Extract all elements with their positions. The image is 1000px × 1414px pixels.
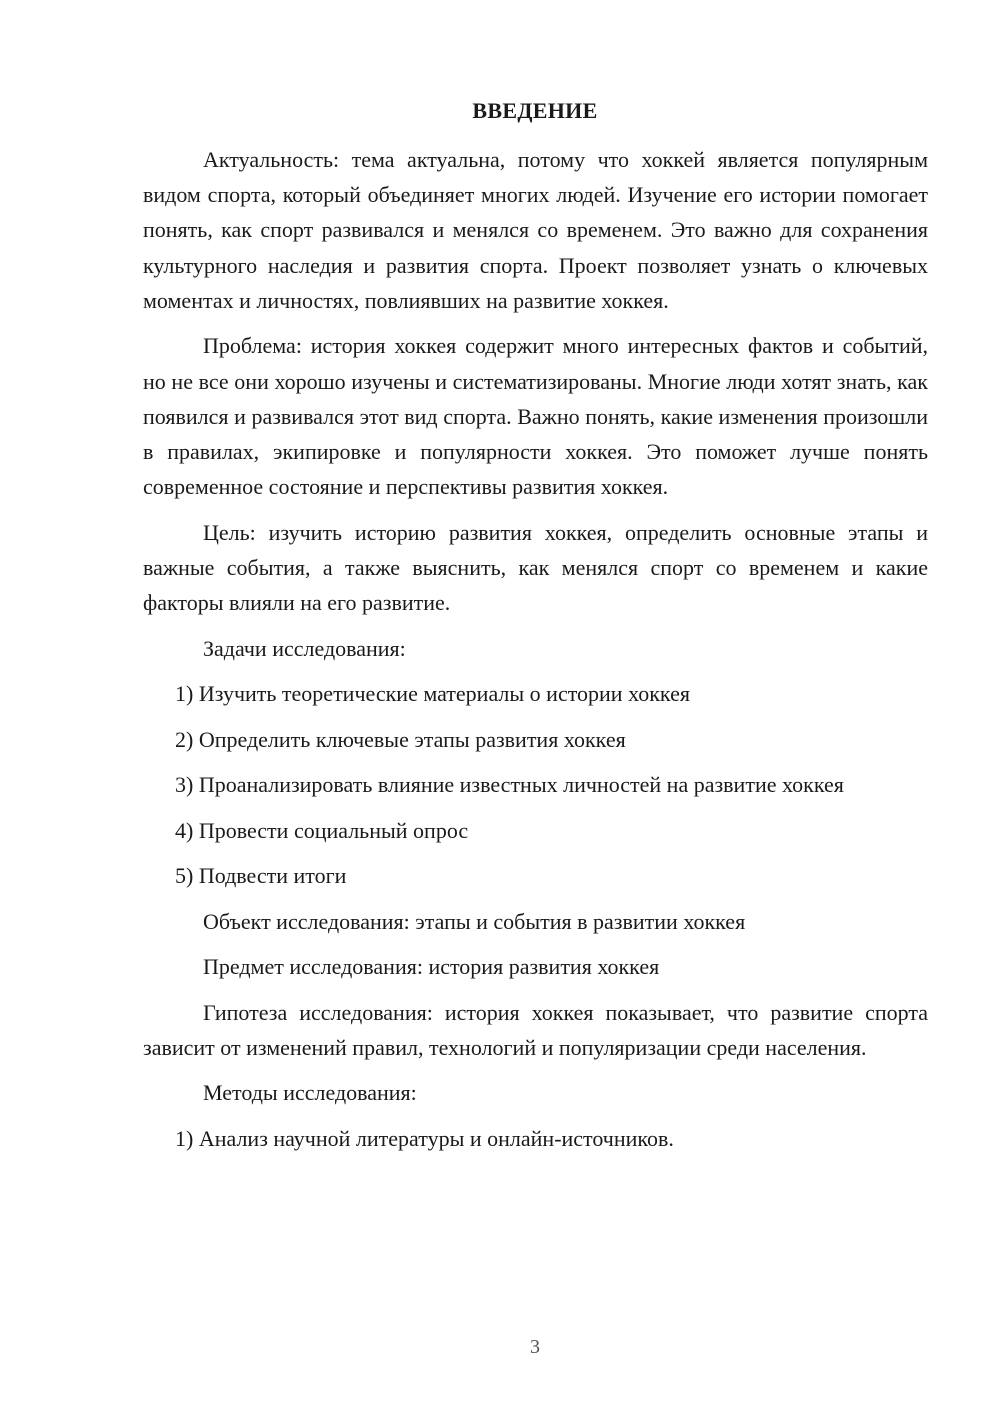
paragraph-relevance: Актуальность: тема актуальна, потому что хоккей является популярным видом спорта, который объединяет многих людей. Изучение его истории помогает понять, как спорт развивался и менялся со временем. Это важно для сохранения культурного наследия и развития спорта. Проект позволяет узнать о ключевых моментах и личностях, повлиявших на развитие хоккея. [143,147,928,313]
page-number: 3 [530,1336,540,1358]
section-title: ВВЕДЕНИЕ [472,98,598,123]
task-item: 4) Провести социальный опрос [175,817,469,843]
tasks-heading: Задачи исследования: [203,635,406,661]
research-object: Объект исследования: этапы и события в развитии хоккея [203,908,746,934]
task-item: 5) Подвести итоги [175,863,347,889]
task-item: 1) Изучить теоретические материалы о истории хоккея [175,681,690,707]
paragraph-problem: Проблема: история хоккея содержит много интересных фактов и событий, но не все они хорошо изучены и систематизированы. Многие люди хотят знать, как появился и развивался этот вид спорта. Важно понять, какие изменения произошли в правилах, экипировке и популярности хоккея. Это поможет лучше понять современное состояние и перспективы развития хоккея. [143,333,928,500]
method-item: 1) Анализ научной литературы и онлайн-источников. [175,1125,674,1151]
document-body [143,142,928,1166]
methods-heading: Методы исследования: [203,1080,417,1106]
research-subject: Предмет исследования: история развития хоккея [203,954,660,980]
task-item: 3) Проанализировать влияние известных личностей на развитие хоккея [175,772,844,798]
paragraph-goal: Цель: изучить историю развития хоккея, определить основные этапы и важные события, а также выяснить, как менялся спорт со временем и какие факторы влияли на его развитие. [143,519,928,616]
task-item: 2) Определить ключевые этапы развития хоккея [175,726,626,752]
research-hypothesis: Гипотеза исследования: история хоккея показывает, что развитие спорта зависит от изменений правил, технологий и популяризации среди населения. [143,999,928,1060]
